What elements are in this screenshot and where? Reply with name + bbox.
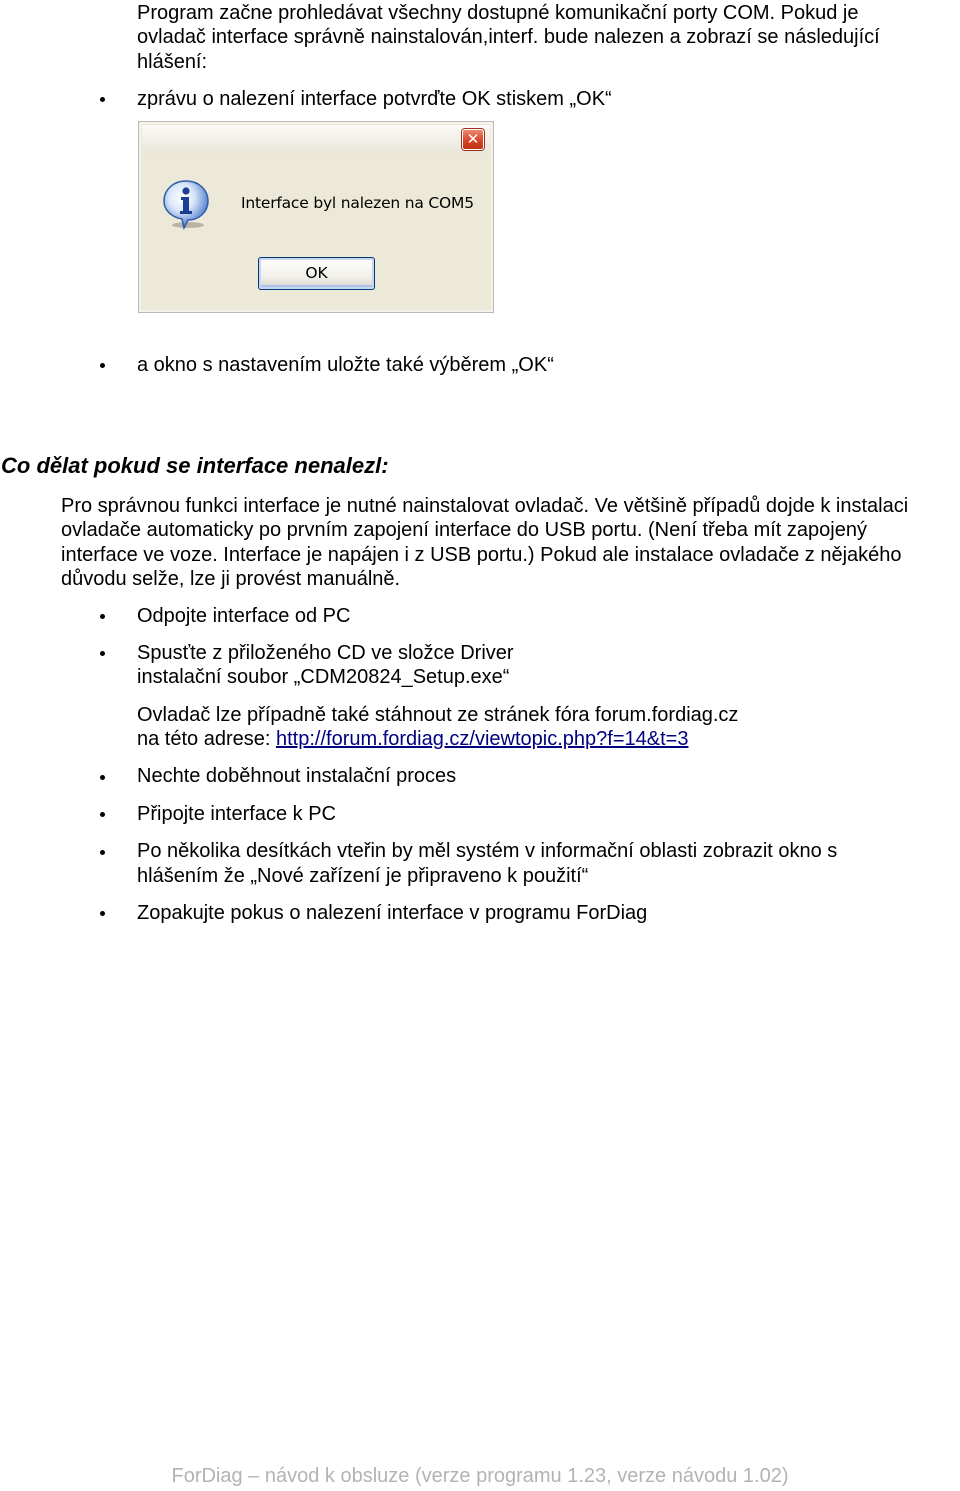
bullet-dot <box>100 775 105 780</box>
step-wait-notification-line-1: Po několika desítkách vteřin by měl systém v informační oblasti zobrazit okno s <box>137 840 838 862</box>
bullet-save-settings: a okno s nastavením uložte také výběrem „OK“ <box>137 354 554 376</box>
download-note-prefix: na této adrese: <box>137 728 276 750</box>
download-note-line-1: Ovladač lze případně také stáhnout ze stránek fóra forum.fordiag.cz <box>137 704 739 726</box>
driver-download-link[interactable]: http://forum.fordiag.cz/viewtopic.php?f=14&t=3 <box>275 728 689 750</box>
bullet-dot <box>100 97 105 102</box>
step-run-setup-line-2: instalační soubor „CDM20824_Setup.exe“ <box>137 666 510 688</box>
section-para-line-3: interface ve voze. Interface je napájen i z USB portu.) Pokud ale instalace ovladače z nějakého <box>61 544 902 566</box>
step-run-setup-line-1: Spusťte z přiloženého CD ve složce Driver <box>137 642 514 664</box>
intro-line-2: ovladač interface správně nainstalován,interf. bude nalezen a zobrazí se následující <box>137 26 880 48</box>
info-icon <box>161 178 211 230</box>
section-para-line-2: ovladače automaticky po prvním zapojení interface do USB portu. (Není třeba mít zapojený <box>61 519 867 541</box>
section-para-line-1: Pro správnou funkci interface je nutné nainstalovat ovladač. Ve většině případů dojde k instalaci <box>61 495 909 517</box>
intro-line-3: hlášení: <box>137 51 208 73</box>
step-disconnect: Odpojte interface od PC <box>137 605 351 627</box>
bullet-dot <box>100 363 105 368</box>
step-connect: Připojte interface k PC <box>137 803 336 825</box>
step-wait-notification-line-2: hlášením že „Nové zařízení je připraveno k použití“ <box>137 865 589 887</box>
section-heading: Co dělat pokud se interface nenalezl: <box>1 453 389 478</box>
bullet-confirm-ok: zprávu o nalezení interface potvrďte OK stiskem „OK“ <box>137 88 612 110</box>
step-wait-install: Nechte doběhnout instalační proces <box>137 765 457 787</box>
bullet-dot <box>100 850 105 855</box>
interface-found-dialog <box>138 121 494 313</box>
ok-button[interactable]: OK <box>258 257 375 290</box>
dialog-message: Interface byl nalezen na COM5 <box>241 194 474 212</box>
bullet-dot <box>100 651 105 656</box>
page-footer: ForDiag – návod k obsluze (verze programu 1.23, verze návodu 1.02) <box>171 1465 789 1487</box>
download-note-line-2 <box>137 727 688 752</box>
dialog-titlebar <box>142 125 490 153</box>
close-icon[interactable]: ✕ <box>462 129 484 150</box>
intro-line-1: Program začne prohledávat všechny dostupné komunikační porty COM. Pokud je <box>137 2 859 24</box>
bullet-dot <box>100 911 105 916</box>
bullet-dot <box>100 812 105 817</box>
section-para-line-4: důvodu selže, lze ji provést manuálně. <box>61 568 401 590</box>
bullet-dot <box>100 614 105 619</box>
step-retry: Zopakujte pokus o nalezení interface v programu ForDiag <box>137 902 648 924</box>
